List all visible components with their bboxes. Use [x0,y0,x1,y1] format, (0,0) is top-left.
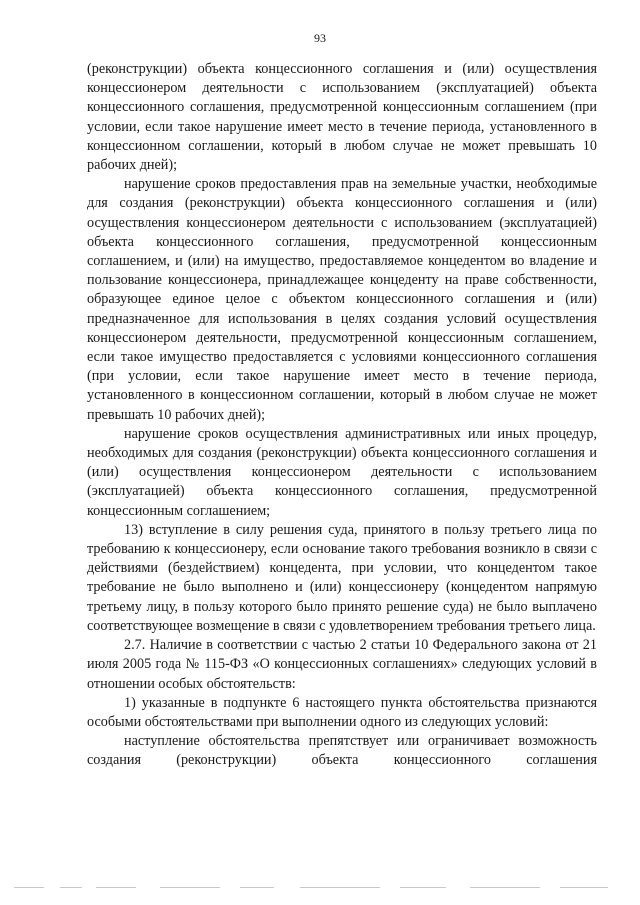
paragraph-item-1-special-circumstances: 1) указанные в подпункте 6 настоящего пункта обстоятельства признаются особыми обстоятельствами при выполнении одного из следующих условий: [87,694,597,730]
scan-footer-artifacts [0,885,640,891]
paragraph-section-2-7: 2.7. Наличие в соответствии с частью 2 статьи 10 Федерального закона от 21 июля 2005 года № 115-ФЗ «О концессионных соглашениях» следующих условий в отношении особых обстоятельств: [87,637,597,692]
paragraph-administrative-procedures: нарушение сроков осуществления административных или иных процедур, необходимых для создания (реконструкции) объекта концессионного соглашения и (или) осуществления концессионером деятельности с использованием (эксплуатацией) объекта концессионного соглашения, предусмотренной концессионным соглашением; [87,425,597,519]
paragraph-item-13-court-decision: 13) вступление в силу решения суда, принятого в пользу третьего лица по требованию к концессионеру, если основание такого требования возникло в связи с действиями (бездействием) концедента, при условии, что концедентом такое требование не было выполнено и (или) концессионеру (концедентом напрямую третьему лицу, в пользу которого было принято решение суда) не было выплачено соответствующее возмещение в связи с удовлетворением требования третьего лица. [87,521,597,634]
page-number: 93 [314,31,326,45]
paragraph-land-rights-violation: нарушение сроков предоставления прав на земельные участки, необходимые для создания (реконструкции) объекта концессионного соглашения и (или) осуществления концессионером деятельности с использованием (эксплуатацией) объекта концессионного соглашения, предусмотренной концессионным соглашением, и (или) на имущество, предоставляемое концедентом во владение и пользование концессионера, принадлежащее концеденту на праве собственности, образующее единое целое с объектом концессионного соглашения и (или) предназначенное для использования в целях создания условий осуществления концессионером деятельности, предусмотренной концессионным соглашением, если такое имущество предоставляется с условиями концессионного соглашения (при условии, если такое нарушение имеет место в течение периода, установленного в концессионном соглашении, который в любом случае не может превышать 10 рабочих дней); [87,176,597,423]
paragraph-circumstance-onset: наступление обстоятельства препятствует или ограничивает возможность создания (реконструкции) объекта концессионного соглашения [87,733,597,769]
document-body [87,60,597,771]
paragraph-reconstruction-continuation: (реконструкции) объекта концессионного соглашения и (или) осуществления концессионером деятельности с использованием (эксплуатацией) объекта концессионного соглашения, предусмотренной концессионным соглашением (при условии, если такое нарушение имеет место в течение периода, установленного в концессионном соглашении, который в любом случае не может превышать 10 рабочих дней); [87,61,597,174]
